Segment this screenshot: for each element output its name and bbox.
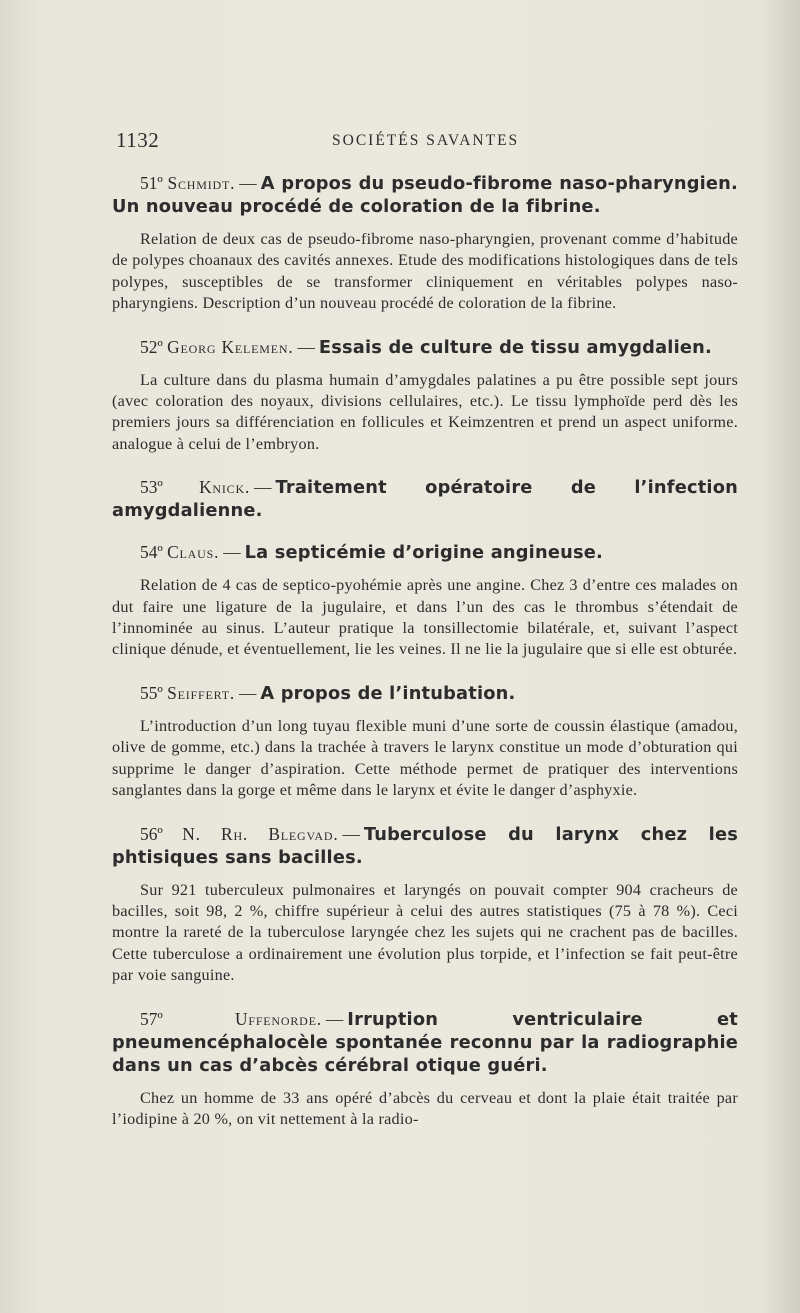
entry-title: Essais de culture de tissu amygdalien. [318, 336, 712, 358]
entry-author: Claus. [167, 542, 220, 563]
article-body [112, 172, 738, 1130]
entry-text: Sur 921 tuberculeux pulmonaires et laryngés on pouvait compter 904 cracheurs de bacilles, soit 98, 2 %, chiffre supérieur à celui des autres statistiques (75 à 78 %). Ceci montre la rareté de la tuberculose laryngée chez les sujets qui ne crachent pas de bacilles. Cette tuberculose a ordinairement une évolution plus torpide, et l’infection se fait peut-être par voie sanguine. [112, 880, 738, 985]
entry-55 [112, 682, 738, 802]
entry-dash: — [223, 542, 241, 563]
page-header [116, 128, 736, 158]
entry-title: Traitement opératoire de l’infection amygdalienne. [112, 477, 738, 522]
entry-author: Uffenorde. [234, 1008, 322, 1029]
entry-dash: — [325, 1008, 344, 1029]
entry-title: La septicémie d’origine angineuse. [244, 542, 603, 564]
entry-number: 52º [140, 336, 163, 357]
entry-heading [112, 172, 738, 218]
entry-author: Seiffert. [167, 682, 235, 703]
running-head: SOCIÉTÉS SAVANTES [332, 132, 520, 149]
entry-dash: — [342, 823, 360, 844]
entry-text: Relation de 4 cas de septico-pyohémie après une angine. Chez 3 d’entre ces malades on dut faire une ligature de la jugulaire, et dans l’un des cas le thrombus s’étendait de l’innominée au sinus. L’auteur pratique la tonsillectomie bilatérale, et, suivant l’aspect clinique dénude, et éventuellement, lie les veines. Il ne lie la jugulaire que si elle est obturée. [112, 576, 738, 659]
entry-number: 55º [140, 682, 163, 703]
entry-heading [112, 336, 738, 359]
entry-dash: — [239, 173, 257, 193]
entry-author: N. Rh. Blegvad. [182, 823, 339, 844]
entry-53 [112, 476, 738, 522]
entry-author: Schmidt. [167, 173, 236, 193]
entry-title: A propos du pseudo-fibrome naso-pharyngien. Un nouveau procédé de coloration de la fibrine. [112, 173, 738, 217]
entry-author: Knick. [199, 477, 251, 498]
entry-52 [112, 336, 738, 456]
entry-number: 53º [140, 477, 163, 498]
entry-heading [112, 1008, 738, 1077]
entry-dash: — [239, 682, 257, 703]
entry-heading [112, 541, 738, 564]
entry-title: Tuberculose du larynx chez les phtisiques sans bacilles. [112, 823, 738, 868]
entry-title: Irruption ventriculaire et pneumencéphalocèle spontanée reconnu par la radiographie dans un cas d’abcès cérébral otique guéri. [112, 1008, 738, 1076]
entry-number: 51º [140, 173, 163, 193]
entry-dash: — [297, 336, 315, 357]
entry-heading [112, 476, 738, 522]
entry-author: Georg Kelemen. [167, 336, 294, 357]
entry-text: Relation de deux cas de pseudo-fibrome naso-pharyngien, provenant comme d’habitude de polypes choanaux des cavités annexes. Etude des modifications histologiques dans de tels polypes, susceptibles de se transformer cliniquement en véritables polypes naso-pharyngiens. Description d’un nouveau procédé de coloration de la fibrine. [112, 230, 738, 313]
entry-number: 56º [140, 823, 163, 844]
entry-heading [112, 682, 738, 705]
entry-dash: — [254, 477, 272, 498]
entry-heading [112, 823, 738, 869]
entry-text: Chez un homme de 33 ans opéré d’abcès du cerveau et dont la plaie était traitée par l’iodipine à 20 %, on vit nettement à la radio- [112, 1088, 738, 1128]
entry-57 [112, 1008, 738, 1131]
entry-text: La culture dans du plasma humain d’amygdales palatines a pu être possible sept jours (avec coloration des noyaux, divisions cellulaires, etc.). Le tissu lymphoïde perd dès les premiers jours sa différenciation en follicules et Keimzentren et prend un aspect uniforme. analogue à celui de l’embryon. [112, 370, 738, 453]
entry-number: 54º [140, 542, 163, 563]
entry-51 [112, 172, 738, 315]
entry-56 [112, 823, 738, 987]
entry-number: 57º [140, 1008, 163, 1029]
entry-title: A propos de l’intubation. [260, 682, 516, 704]
page-number: 1132 [116, 128, 160, 152]
entry-54 [112, 541, 738, 661]
entry-text: L’introduction d’un long tuyau flexible muni d’une sorte de coussin élastique (amadou, olive de gomme, etc.) dans la trachée à travers le larynx constitue un mode d’obturation qui supprime le danger d’aspiration. Cette méthode permet de pratiquer des interventions sanglantes dans la gorge et même dans le larynx et évite le danger d’asphyxie. [112, 716, 738, 800]
